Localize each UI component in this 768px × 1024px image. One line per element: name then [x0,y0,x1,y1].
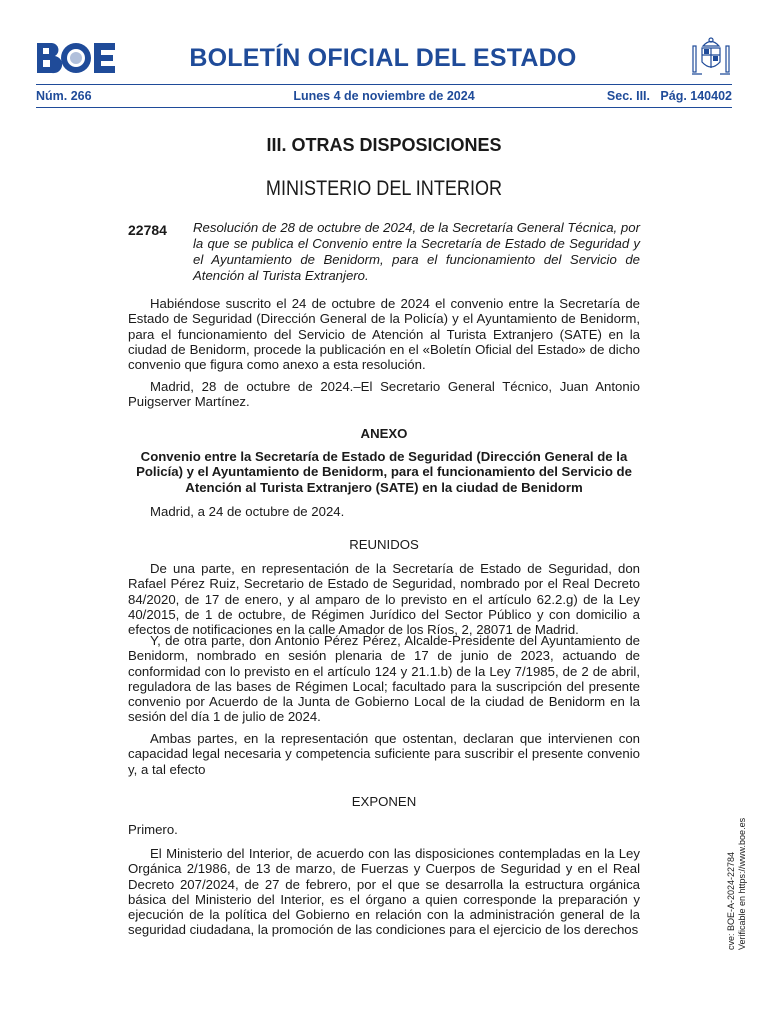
verification-sidenote [726,818,748,950]
verify-url[interactable]: Verificable en https://www.boe.es [737,817,747,950]
cve-code: cve: BOE-A-2024-22784 [726,851,736,950]
section-page: Sec. III. Pág. 140402 [606,89,732,103]
annex-heading: ANEXO [360,426,408,441]
coat-of-arms-icon [690,36,732,80]
ministry-title: MINISTERIO DEL INTERIOR [265,177,503,200]
issue-number: Núm. 266 [36,89,92,103]
first-party-paragraph: De una parte, en representación de la Secretaría de Estado de Seguridad, don Rafael Pérez Ruiz, Secretario de Estado de Seguridad, nombrado por el Real Decreto 84/2020, de 17 de enero, y al amparo de lo previsto en el artículo 62.2.g) de la Ley 40/2015, de 1 de octubre, de Régimen Jurídico del Sector Público y con domicilio a efectos de notificaciones en la calle Amador de los Ríos, 2, 28071 de Madrid. [128,561,640,638]
primero-label: Primero. [128,822,178,837]
header-bottom-rule [36,107,732,108]
resolution-summary: Resolución de 28 de octubre de 2024, de la Secretaría General Técnica, por la que se publica el Convenio entre la Secretaría de Estado de Seguridad y el Ayuntamiento de Benidorm, para el funcionamiento del Servicio de Atención al Turista Extranjero. [193,220,640,283]
annex-title: Convenio entre la Secretaría de Estado de Seguridad (Dirección General de la Policía) y el Ayuntamiento de Benidorm, para el funcionamiento del Servicio de Atención al Turista Extranjero (SATE) en la ciudad de Benidorm [136,449,632,495]
second-party-paragraph: Y, de otra parte, don Antonio Pérez Pérez, Alcalde-Presidente del Ayuntamiento de Benidorm, nombrado en sesión plenaria de 17 de junio de 2023, actuando de conformidad con lo previsto en el artículo 124 y 21.1.b) de la Ley 7/1985, de 2 de abril, reguladora de las bases de Régimen Local; facultado para la suscripción del presente convenio por Acuerdo de la Junta de Gobierno Local de la ciudad de Benidorm en la sesión del día 1 de julio de 2024. [128,633,640,725]
document-number: 22784 [128,222,167,238]
ministry-competence-paragraph: El Ministerio del Interior, de acuerdo con las disposiciones contempladas en la Ley Orgánica 2/1986, de 13 de marzo, de Fuerzas y Cuerpos de Seguridad y en el Real Decreto 207/2024, de 27 de febrero, por el que se desarrolla la estructura orgánica básica del Ministerio del Interior, es el órgano a quien corresponde la preparación y ejecución de la política del Gobierno en relación con la administración general de la seguridad ciudadana, la promoción de las condiciones para el ejercicio de los derechos [128,846,640,938]
header-top-rule [36,84,732,85]
boe-logo [36,42,116,74]
exponen-heading: EXPONEN [351,794,417,809]
capacity-paragraph: Ambas partes, en la representación que ostentan, declaran que intervienen con capacidad legal necesaria y competencia suficiente para suscribir el presente convenio y, a tal efecto [128,731,640,777]
reunidos-heading: REUNIDOS [349,537,419,552]
intro-paragraph: Habiéndose suscrito el 24 de octubre de 2024 el convenio entre la Secretaría de Estado de Seguridad (Dirección General de la Policía) y el Ayuntamiento de Benidorm, para el funcionamiento del Servicio de Atención al Turista Extranjero (SATE) en la ciudad de Benidorm, procede la publicación en el «Boletín Oficial del Estado» de dicho convenio que figura como anexo a esta resolución. [128,296,640,373]
signature-paragraph: Madrid, 28 de octubre de 2024.–El Secretario General Técnico, Juan Antonio Puigserver Martínez. [128,379,640,410]
place-date: Madrid, a 24 de octubre de 2024. [150,504,345,519]
publication-title: BOLETÍN OFICIAL DEL ESTADO [189,44,577,72]
issue-date: Lunes 4 de noviembre de 2024 [293,89,475,103]
section-title: III. OTRAS DISPOSICIONES [266,135,502,155]
